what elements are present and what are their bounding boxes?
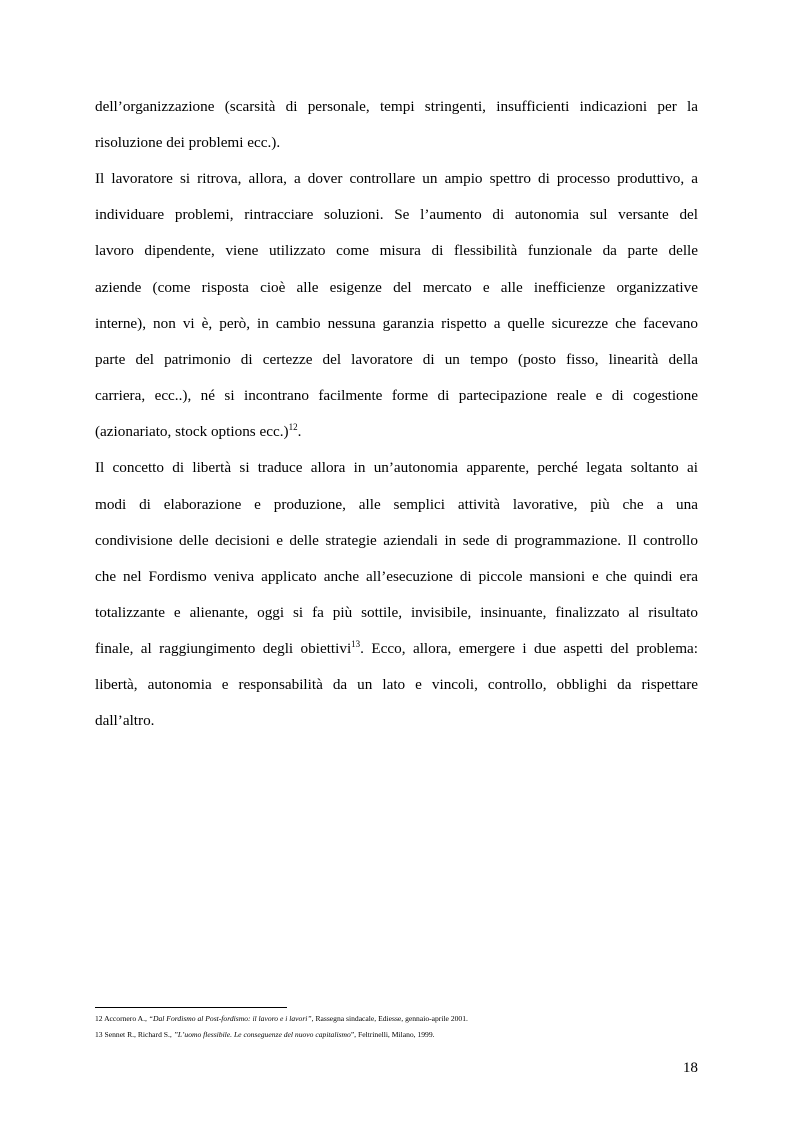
paragraph-line: libertà, autonomia e responsabilità da un lato e vincoli, controllo, obblighi da rispettare: [95, 676, 698, 693]
footnote-title: “Dal Fordismo al Post-fordismo: il lavoro e i lavori”,: [148, 1014, 314, 1023]
paragraph-line: totalizzante e alienante, oggi si fa più sottile, invisibile, insinuante, finalizzato al risultato: [95, 604, 698, 621]
paragraph-line: risoluzione dei problemi ecc.).: [95, 134, 281, 151]
footnote-number: 12: [95, 1014, 103, 1023]
footnote-source: Rassegna sindacale, Ediesse, gennaio-aprile 2001.: [315, 1014, 468, 1023]
paragraph-line: dell’organizzazione (scarsità di personale, tempi stringenti, insufficienti indicazioni per la: [95, 98, 698, 115]
footnote-author: Sennet R., Richard S.,: [104, 1030, 172, 1039]
paragraph-line: aziende (come risposta cioè alle esigenze del mercato e alle inefficienze organizzative: [95, 279, 698, 296]
paragraph-line: [95, 422, 698, 442]
paragraph-line: carriera, ecc..), né si incontrano facilmente forme di partecipazione reale e di cogestione: [95, 387, 698, 404]
footnote-author: Accornero A.,: [104, 1014, 147, 1023]
paragraph-line: dall’altro.: [95, 712, 155, 729]
paragraph-line: individuare problemi, rintracciare soluzioni. Se l’aumento di autonomia sul versante del: [95, 206, 698, 223]
line-suffix: . Ecco, allora, emergere i due aspetti del problema:: [360, 640, 698, 657]
footnote-12: [95, 1014, 468, 1024]
paragraph-line: lavoro dipendente, viene utilizzato come misura di flessibilità funzionale da parte delle: [95, 242, 698, 259]
page-number: 18: [682, 1059, 698, 1076]
footnote-number: 13: [95, 1030, 103, 1039]
paragraph-line: che nel Fordismo veniva applicato anche all’esecuzione di piccole mansioni e che quindi era: [95, 568, 698, 585]
paragraph-line: interne), non vi è, però, in cambio nessuna garanzia rispetto a quelle sicurezze che facevano: [95, 315, 698, 332]
line-text: finale, al raggiungimento degli obiettivi: [95, 640, 352, 657]
footnote-source: ”, Feltrinelli, Milano, 1999.: [350, 1030, 435, 1039]
footnote-ref-13[interactable]: 13: [351, 639, 361, 649]
paragraph-line: parte del patrimonio di certezze del lavoratore di un tempo (posto fisso, linearità della: [95, 351, 698, 368]
footnote-ref-12[interactable]: 12: [288, 422, 298, 432]
paragraph-line: condivisione delle decisioni e delle strategie aziendali in sede di programmazione. Il controllo: [95, 532, 698, 549]
footnote-13: [95, 1030, 435, 1040]
line-text: (azionariato, stock options ecc.): [95, 423, 289, 440]
paragraph-line: Il concetto di libertà si traduce allora in un’autonomia apparente, perché legata soltanto ai: [95, 459, 698, 476]
line-suffix: .: [297, 423, 302, 440]
paragraph-line: [95, 639, 698, 659]
paragraph-line: modi di elaborazione e produzione, alle semplici attività lavorative, più che a una: [95, 496, 698, 513]
footnote-separator: [95, 1007, 287, 1008]
paragraph-line: Il lavoratore si ritrova, allora, a dover controllare un ampio spettro di processo produttivo, a: [95, 170, 698, 187]
footnote-title: ”L’uomo flessibile. Le conseguenze del nuovo capitalismo: [173, 1030, 351, 1039]
